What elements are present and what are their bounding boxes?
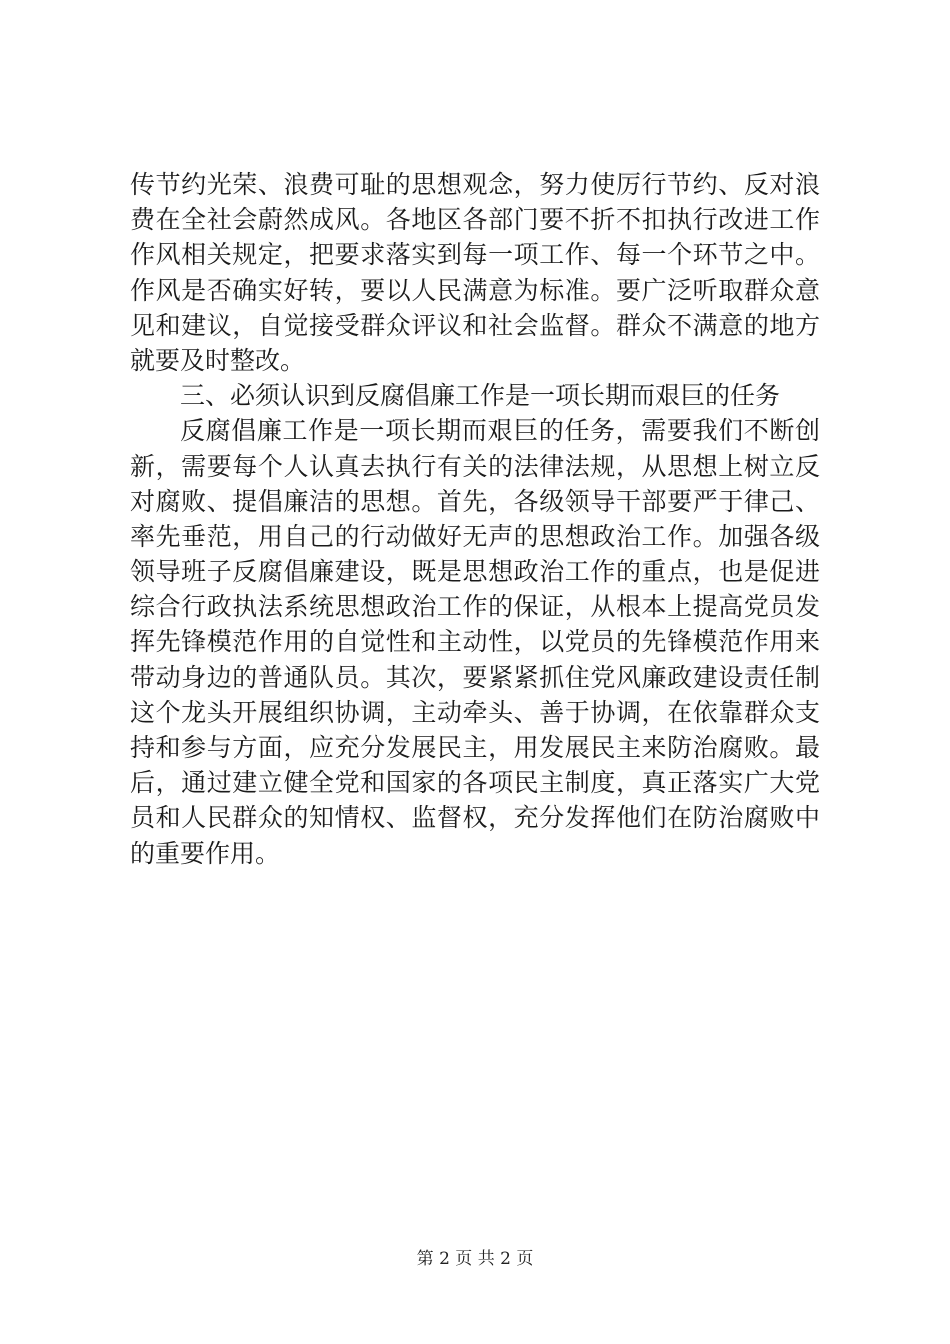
document-body [130,167,820,871]
text-line: 的重要作用。 [130,838,281,868]
text-line: 新，需要每个人认真去执行有关的法律法规，从思想上树立反 [130,451,820,481]
text-line: 率先垂范，用自己的行动做好无声的思想政治工作。加强各级 [130,521,820,551]
text-line: 反腐倡廉工作是一项长期而艰巨的任务，需要我们不断创 [180,416,820,446]
text-line: 带动身边的普通队员。其次，要紧紧抓住党风廉政建设责任制 [130,662,820,692]
text-line: 这个龙头开展组织协调，主动牵头、善于协调，在依靠群众支 [130,697,820,727]
text-line: 综合行政执法系统思想政治工作的保证，从根本上提高党员发 [130,592,820,622]
text-line: 持和参与方面，应充分发展民主，用发展民主来防治腐败。最 [130,733,820,762]
text-line: 对腐败、提倡廉洁的思想。首先，各级领导干部要严于律己、 [130,486,820,516]
heading-text: 三、必须认识到反腐倡廉工作是一项长期而艰巨的任务 [180,381,781,411]
text-line: 见和建议，自觉接受群众评议和社会监督。群众不满意的地方 [130,310,820,340]
text-line: 员和人民群众的知情权、监督权，充分发挥他们在防治腐败中 [130,803,820,833]
paragraph-continuation [130,167,820,378]
text-line: 费在全社会蔚然成风。各地区各部门要不折不扣执行改进工作 [130,205,820,235]
paragraph-anti-corruption [130,413,820,870]
text-line: 传节约光荣、浪费可耻的思想观念，努力使厉行节约、反对浪 [130,170,820,199]
text-line: 作风相关规定，把要求落实到每一项工作、每一个环节之中。 [130,240,820,270]
section-heading [130,378,820,413]
text-line: 领导班子反腐倡廉建设，既是思想政治工作的重点，也是促进 [130,557,820,587]
text-line: 作风是否确实好转，要以人民满意为标准。要广泛听取群众意 [130,275,820,305]
page-number-footer: 第 2 页 共 2 页 [416,1249,534,1269]
text-line: 后，通过建立健全党和国家的各项民主制度，真正落实广大党 [130,768,820,798]
text-line: 挥先锋模范作用的自觉性和主动性，以党员的先锋模范作用来 [130,627,820,657]
text-line: 就要及时整改。 [130,345,306,375]
